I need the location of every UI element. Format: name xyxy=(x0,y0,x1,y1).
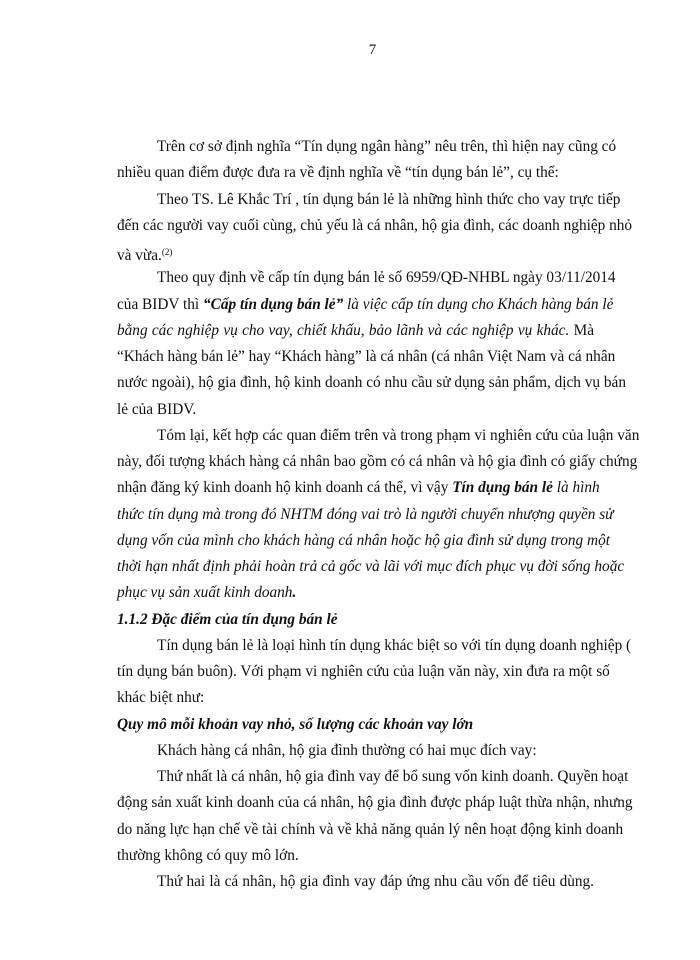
text-run: Quy mô mỗi khoản vay nhỏ, số lượng các khoản vay lớn xyxy=(117,715,474,733)
text-line xyxy=(117,318,594,344)
section-heading xyxy=(117,607,594,633)
text-run: “Cấp tín dụng bán lẻ” xyxy=(202,295,344,313)
text-run: nhận đăng ký kinh doanh hộ kinh doanh cá thể, vì vậy xyxy=(117,479,453,497)
text-run: bằng các nghiệp vụ cho vay, chiết khấu, bảo lãnh và các nghiệp vụ khác. xyxy=(117,321,570,339)
text-run: dụng vốn của mình cho khách hàng cá nhân hoặc hộ gia đình sử dụng trong một xyxy=(117,531,610,549)
text-line xyxy=(117,817,624,843)
text-run: phục vụ sản xuất kinh doanh xyxy=(117,584,293,602)
text-run: động sản xuất kinh doanh của cá nhân, hộ gia đình được pháp luật thừa nhận, nhưng xyxy=(117,794,633,812)
text-run: Khách hàng cá nhân, hộ gia đình thường có hai mục đích vay: xyxy=(157,741,537,759)
page-number: 7 xyxy=(368,42,377,58)
text-run: Thứ hai là cá nhân, hộ gia đình vay đáp ứng nhu cầu vốn để tiêu dùng. xyxy=(157,873,594,890)
text-line xyxy=(117,213,633,239)
text-line xyxy=(117,528,610,554)
text-run: lẻ của BIDV. xyxy=(117,400,197,418)
text-run: Trên cơ sở định nghĩa “Tín dụng ngân hàng” nêu trên, thì hiện nay cũng có xyxy=(157,138,617,155)
text-line xyxy=(117,764,629,790)
text-line xyxy=(117,344,616,370)
text-line xyxy=(117,659,610,685)
text-line xyxy=(117,397,594,423)
text-run: khác biệt như: xyxy=(117,689,205,707)
text-run: “Khách hàng bán lẻ” hay “Khách hàng” là cá nhân (cá nhân Việt Nam và cá nhân xyxy=(117,348,616,365)
text-run: nhiều quan điểm được đưa ra về định nghĩa về “tín dụng bán lẻ”, cụ thể: xyxy=(117,164,559,182)
text-line xyxy=(117,239,594,265)
text-run: thời hạn nhất định phải hoàn trả cả gốc và lãi với mục đích phục vụ đời sống hoặc xyxy=(117,558,625,575)
text-run: Theo TS. Lê Khắc Trí , tín dụng bán lẻ là những hình thức cho vay trực tiếp xyxy=(157,190,621,208)
text-run: tín dụng bán buôn). Với phạm vi nghiên cứu của luận văn này, xin đưa ra một số xyxy=(117,663,610,680)
text-run: đến các người vay cuối cùng, chủ yếu là cá nhân, hộ gia đình, các doanh nghiệp nhỏ xyxy=(117,216,633,234)
text-line xyxy=(117,738,594,764)
text-run: nước ngoài), hộ gia đình, hộ kinh doanh có nhu cầu sử dụng sản phẩm, dịch vụ bán xyxy=(117,374,626,392)
text-line xyxy=(117,160,594,186)
text-run: Tín dụng bán lẻ là loại hình tín dụng khác biệt so với tín dụng doanh nghiệp ( xyxy=(157,636,632,654)
text-line xyxy=(117,580,594,606)
document-body xyxy=(117,134,640,895)
text-line xyxy=(117,554,625,580)
text-run: 1.1.2 Đặc điểm của tín dụng bán lẻ xyxy=(117,610,338,628)
text-run: Tóm lại, kết hợp các quan điểm trên và trong phạm vi nghiên cứu của luận văn xyxy=(157,426,640,444)
text-line xyxy=(117,449,638,475)
text-line xyxy=(117,370,626,396)
text-run: là hình xyxy=(552,479,600,497)
section-heading xyxy=(117,712,594,738)
text-line xyxy=(117,633,632,659)
text-run: Tín dụng bán lẻ xyxy=(452,479,553,497)
text-run: này, đối tượng khách hàng cá nhân bao gồm có cá nhân và hộ gia đình có giấy chứng xyxy=(117,453,638,470)
footnote-ref: (2) xyxy=(161,247,173,257)
text-run: của BIDV thì xyxy=(117,295,203,313)
text-run: và vừa. xyxy=(117,247,162,264)
text-line xyxy=(117,265,616,291)
text-line xyxy=(117,790,633,816)
text-run: thường không có quy mô lớn. xyxy=(117,846,299,864)
text-run: Theo quy định về cấp tín dụng bán lẻ số 6959/QĐ-NHBL ngày 03/11/2014 xyxy=(157,269,616,287)
text-run: . xyxy=(292,584,297,602)
text-line xyxy=(117,423,640,449)
text-run: là việc cấp tín dụng cho Khách hàng bán lẻ xyxy=(343,295,614,313)
text-line xyxy=(117,292,614,318)
text-line xyxy=(117,685,594,711)
text-run: thức tín dụng mà trong đó NHTM đóng vai trò là người chuyển nhượng quyền sử xyxy=(117,505,614,523)
text-run: do năng lực hạn chế về tài chính và về khả năng quản lý nên hoạt động kinh doanh xyxy=(117,820,624,838)
text-line xyxy=(117,187,621,213)
text-line xyxy=(117,134,617,160)
text-run: Mà xyxy=(569,321,594,339)
text-line xyxy=(117,502,614,528)
text-run: Thứ nhất là cá nhân, hộ gia đình vay để bổ sung vốn kinh doanh. Quyền hoạt xyxy=(157,768,629,785)
text-line xyxy=(117,475,600,501)
text-line xyxy=(117,869,594,895)
text-line xyxy=(117,843,594,869)
